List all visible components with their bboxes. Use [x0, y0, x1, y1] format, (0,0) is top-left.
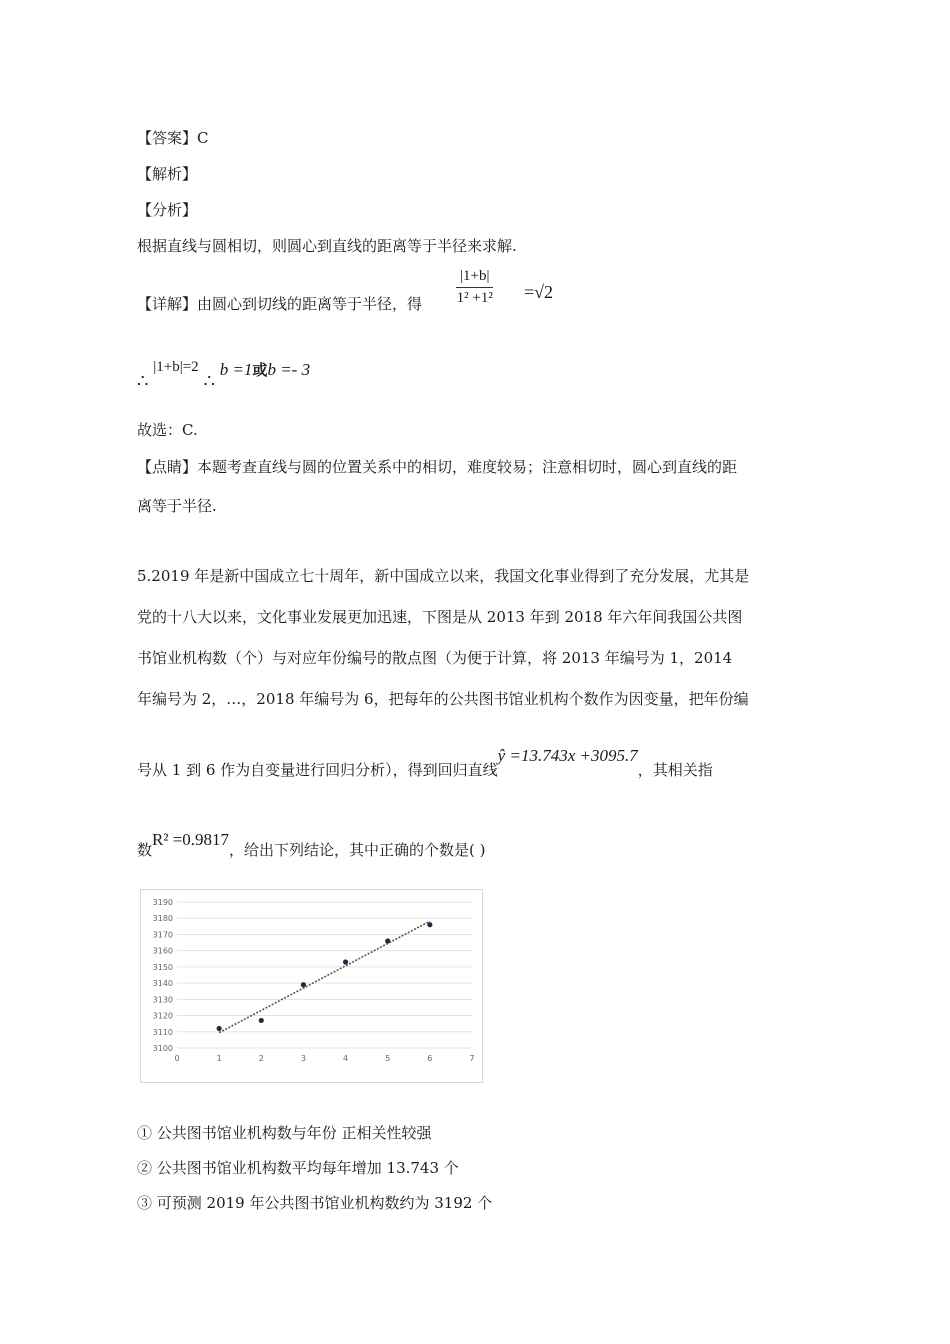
comment-line-1: [137, 457, 737, 477]
y-tick-label: 3100: [152, 1044, 173, 1053]
data-point: [301, 982, 306, 987]
answer-line: [137, 128, 209, 148]
fenxi-text: 根据直线与圆相切，则圆心到直线的距离等于半径来求解.: [137, 237, 517, 255]
scatter-chart: [140, 889, 483, 1083]
analysis-label: 【解析】: [137, 165, 198, 183]
data-point: [385, 938, 390, 943]
regression-equation: ŷ =13.743x +3095.7: [497, 746, 638, 765]
equation-abs: |1+b|=2: [153, 359, 199, 375]
y-tick-label: 3130: [152, 995, 173, 1005]
x-tick-label: 2: [258, 1054, 264, 1063]
q5-line-6-text: 数: [137, 841, 153, 859]
y-tick-label: 3150: [152, 962, 173, 972]
option-3: ③ 可预测 2019 年公共图书馆业机构数约为 3192 个: [137, 1194, 493, 1212]
equation-b1: b =1: [219, 360, 253, 379]
equation-or: 或: [252, 361, 268, 379]
detail-text: 由圆心到切线的距离等于半径，得: [197, 295, 423, 313]
data-point: [427, 922, 432, 927]
answer-label: 【答案】: [137, 129, 198, 147]
comment-line-2: 离等于半径.: [137, 497, 217, 515]
data-point: [343, 959, 348, 964]
x-tick-label: 3: [300, 1054, 306, 1063]
answer-value: C: [197, 129, 209, 147]
q5-line-4: 年编号为 2，…，2018 年编号为 6，把每年的公共图书馆业机构个数作为因变量，把年份编: [137, 690, 749, 708]
y-tick-label: 3110: [152, 1027, 173, 1037]
q5-line-6-tail: ，给出下列结论，其中正确的个数是( ): [229, 841, 486, 859]
comment-text-1: 本题考查直线与圆的位置关系中的相切，难度较易；注意相切时，圆心到直线的距: [197, 458, 738, 476]
fraction-denominator: 1² +1²: [456, 290, 493, 306]
y-tick-label: 3140: [152, 979, 173, 989]
option-1: ① 公共图书馆业机构数与年份 正相关性较强: [137, 1124, 432, 1142]
y-tick-label: 3190: [152, 898, 173, 907]
q5-line-5: [137, 746, 713, 780]
distance-fraction: [456, 268, 493, 307]
x-tick-label: 7: [469, 1054, 475, 1063]
x-tick-label: 1: [216, 1054, 222, 1063]
q5-line-3: 书馆业机构数（个）与对应年份编号的散点图（为便于计算，将 2013 年编号为 1，2014: [137, 649, 733, 667]
x-tick-label: 4: [343, 1054, 349, 1063]
data-point: [217, 1026, 222, 1031]
r-squared: R² =0.9817: [152, 830, 230, 849]
equation-b2: b =- 3: [267, 360, 311, 379]
choice-line: 故选：C.: [137, 421, 198, 439]
q5-line-5-tail: ，其相关指: [637, 761, 713, 779]
q5-line-5-text: 号从 1 到 6 作为自变量进行回归分析），得到回归直线: [137, 761, 498, 779]
y-tick-label: 3170: [152, 930, 173, 940]
option-2: ② 公共图书馆业机构数平均每年增加 13.743 个: [137, 1159, 459, 1177]
q5-line-2: 党的十八大以来，文化事业发展更加迅速，下图是从 2013 年到 2018 年六年间我国公共图: [137, 608, 743, 626]
x-tick-label: 6: [427, 1054, 433, 1063]
fenxi-label: 【分析】: [137, 201, 198, 219]
fraction-numerator: |1+b|: [456, 268, 493, 288]
fraction-rhs: =√2: [524, 282, 554, 302]
x-tick-label: 5: [385, 1054, 391, 1063]
therefore-symbol-1: ∴: [137, 371, 149, 392]
comment-label: 【点睛】: [137, 458, 198, 476]
data-point: [259, 1018, 264, 1023]
therefore-symbol-2: ∴: [203, 371, 215, 392]
x-tick-label: 0: [174, 1054, 180, 1063]
q5-line-6: [137, 830, 486, 860]
detail-label: 【详解】: [137, 295, 198, 313]
therefore-line: [137, 359, 311, 392]
detail-line: [137, 294, 422, 314]
q5-line-1: 5.2019 年是新中国成立七十周年，新中国成立以来，我国文化事业得到了充分发展，尤其是: [137, 567, 750, 585]
y-tick-label: 3160: [152, 946, 173, 956]
y-tick-label: 3120: [152, 1011, 173, 1021]
y-tick-label: 3180: [152, 914, 173, 924]
scatter-chart-svg: [141, 890, 482, 1082]
